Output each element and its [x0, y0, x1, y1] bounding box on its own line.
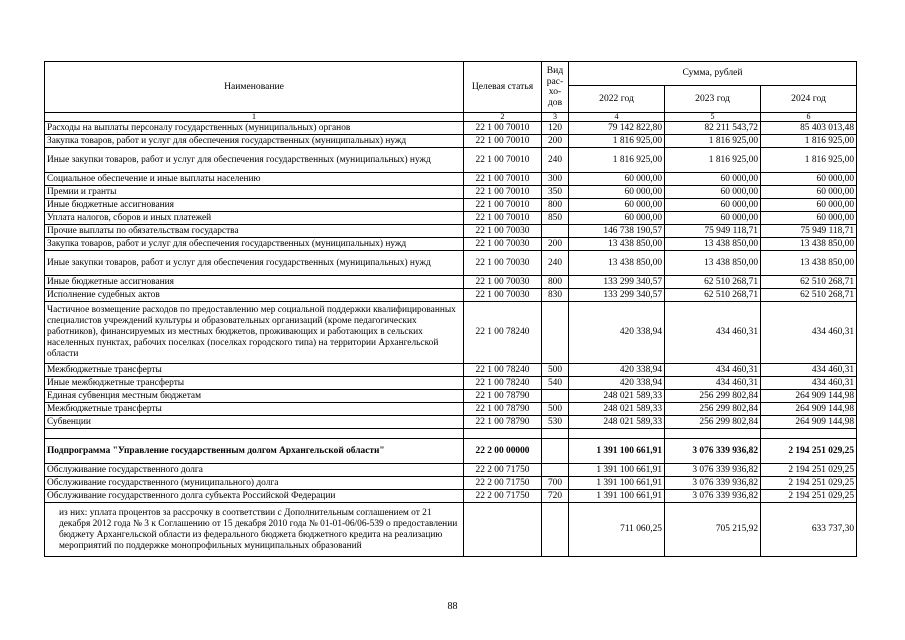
- amount-2024: 62 510 268,71: [761, 276, 857, 289]
- amount-2024: 62 510 268,71: [761, 289, 857, 302]
- amount-2022: 79 142 822,80: [569, 122, 665, 135]
- amount-2023: 1 816 925,00: [665, 135, 761, 148]
- amount-2023: 60 000,00: [665, 173, 761, 186]
- amount-2023: 256 299 802,84: [665, 416, 761, 429]
- budget-table: [44, 61, 857, 557]
- table-row: [45, 364, 857, 377]
- expense-type: [542, 225, 569, 238]
- table-row: [45, 464, 857, 477]
- target-article: 22 1 00 70030: [464, 225, 542, 238]
- target-article: 22 1 00 78240: [464, 377, 542, 390]
- amount-2023: 434 460,31: [665, 364, 761, 377]
- header-target-article: Целевая статья: [464, 62, 542, 113]
- target-article: 22 2 00 00000: [464, 439, 542, 464]
- amount-2022: 60 000,00: [569, 212, 665, 225]
- amount-2024: 1 816 925,00: [761, 135, 857, 148]
- expense-type: 800: [542, 199, 569, 212]
- amount-2022: 1 391 100 661,91: [569, 490, 665, 503]
- amount-2023: 3 076 339 936,82: [665, 439, 761, 464]
- column-number: 4: [569, 113, 665, 122]
- amount-2023: 75 949 118,71: [665, 225, 761, 238]
- amount-2022: 1 391 100 661,91: [569, 464, 665, 477]
- row-name: Иные межбюджетные трансферты: [45, 377, 464, 390]
- header-year-2022: 2022 год: [569, 86, 665, 113]
- expense-type: 200: [542, 238, 569, 251]
- table-row: [45, 477, 857, 490]
- amount-2023: 82 211 543,72: [665, 122, 761, 135]
- table-row: [45, 416, 857, 429]
- expense-type: 530: [542, 416, 569, 429]
- expense-type: 830: [542, 289, 569, 302]
- amount-2023: 1 816 925,00: [665, 148, 761, 173]
- amount-2023: 13 438 850,00: [665, 238, 761, 251]
- column-number: 1: [45, 113, 464, 122]
- row-name: из них: уплата процентов за рассрочку в соответствии с Дополнительным соглашением от 21 декабря 2012 года № 3 к Соглашению от 15 декабря 2010 года № 01-01-06/06-539 о предоставлении бюджету Архангельской области из федерального бюджета бюджетного кредита на реализацию мероприятий по поддержке монопрофильных муниципальных образований: [45, 503, 464, 557]
- amount-2023: 705 215,92: [665, 503, 761, 557]
- table-row: [45, 439, 857, 464]
- table-row: [45, 251, 857, 276]
- expense-type: 350: [542, 186, 569, 199]
- target-article: 22 1 00 78790: [464, 403, 542, 416]
- table-row: [45, 212, 857, 225]
- amount-2024: 434 460,31: [761, 302, 857, 364]
- target-article: 22 1 00 70010: [464, 173, 542, 186]
- row-name: Премии и гранты: [45, 186, 464, 199]
- table-row: [45, 135, 857, 148]
- row-name: Уплата налогов, сборов и иных платежей: [45, 212, 464, 225]
- table-row: [45, 289, 857, 302]
- row-name: Иные закупки товаров, работ и услуг для обеспечения государственных (муниципальных) нужд: [45, 251, 464, 276]
- expense-type: 500: [542, 364, 569, 377]
- row-name: Прочие выплаты по обязательствам государства: [45, 225, 464, 238]
- amount-2024: 60 000,00: [761, 173, 857, 186]
- amount-2024: 60 000,00: [761, 199, 857, 212]
- table-row: [45, 503, 857, 557]
- row-name: Исполнение судебных актов: [45, 289, 464, 302]
- amount-2022: 248 021 589,33: [569, 390, 665, 403]
- amount-2023: 60 000,00: [665, 199, 761, 212]
- table-row: [45, 490, 857, 503]
- amount-2024: [761, 429, 857, 439]
- table-row: [45, 403, 857, 416]
- amount-2023: 13 438 850,00: [665, 251, 761, 276]
- amount-2024: 633 737,30: [761, 503, 857, 557]
- table-row: [45, 390, 857, 403]
- column-number: 3: [542, 113, 569, 122]
- table-row: [45, 122, 857, 135]
- target-article: 22 1 00 70030: [464, 238, 542, 251]
- amount-2022: 711 060,25: [569, 503, 665, 557]
- row-name: Обслуживание государственного (муниципального) долга: [45, 477, 464, 490]
- row-name: Частичное возмещение расходов по предоставлению мер социальной поддержки квалифицированных специалистов учреждений культуры и образовательных организаций (кроме педагогических работников), финансируемых из местных бюджетов, проживающих и работающих в сельских населенных пунктах, рабочих поселках (поселках городского типа) на территории Архангельской области: [45, 302, 464, 364]
- row-name: Обслуживание государственного долга: [45, 464, 464, 477]
- amount-2024: 264 909 144,98: [761, 403, 857, 416]
- amount-2024: 13 438 850,00: [761, 238, 857, 251]
- amount-2022: 133 299 340,57: [569, 289, 665, 302]
- row-name: Межбюджетные трансферты: [45, 364, 464, 377]
- amount-2022: 60 000,00: [569, 173, 665, 186]
- table-row: [45, 225, 857, 238]
- amount-2024: 1 816 925,00: [761, 148, 857, 173]
- expense-type: 500: [542, 403, 569, 416]
- table-body: [45, 122, 857, 557]
- target-article: 22 1 00 70010: [464, 122, 542, 135]
- amount-2022: 248 021 589,33: [569, 416, 665, 429]
- amount-2023: 62 510 268,71: [665, 276, 761, 289]
- amount-2024: 75 949 118,71: [761, 225, 857, 238]
- expense-type: [542, 390, 569, 403]
- row-name: [45, 429, 464, 439]
- target-article: 22 1 00 78790: [464, 416, 542, 429]
- amount-2023: 3 076 339 936,82: [665, 464, 761, 477]
- expense-type: 800: [542, 276, 569, 289]
- amount-2022: 133 299 340,57: [569, 276, 665, 289]
- expense-type: [542, 429, 569, 439]
- row-name: Подпрограмма "Управление государственным долгом Архангельской области": [45, 439, 464, 464]
- table-row: [45, 429, 857, 439]
- amount-2024: 434 460,31: [761, 377, 857, 390]
- amount-2024: 264 909 144,98: [761, 390, 857, 403]
- header-sum: Сумма, рублей: [569, 62, 857, 86]
- amount-2023: 3 076 339 936,82: [665, 490, 761, 503]
- header-name: Наименование: [45, 62, 464, 113]
- amount-2022: 1 391 100 661,91: [569, 439, 665, 464]
- amount-2024: 2 194 251 029,25: [761, 477, 857, 490]
- amount-2022: 420 338,94: [569, 377, 665, 390]
- amount-2023: 256 299 802,84: [665, 390, 761, 403]
- table-row: [45, 302, 857, 364]
- page-number: 88: [447, 601, 458, 612]
- expense-type: 850: [542, 212, 569, 225]
- column-number: 5: [665, 113, 761, 122]
- row-name: Закупка товаров, работ и услуг для обеспечения государственных (муниципальных) нужд: [45, 135, 464, 148]
- amount-2022: 420 338,94: [569, 364, 665, 377]
- amount-2023: 60 000,00: [665, 212, 761, 225]
- table-row: [45, 377, 857, 390]
- amount-2024: 85 403 013,48: [761, 122, 857, 135]
- row-name: Иные закупки товаров, работ и услуг для обеспечения государственных (муниципальных) нужд: [45, 148, 464, 173]
- table-row: [45, 238, 857, 251]
- target-article: 22 1 00 78240: [464, 364, 542, 377]
- target-article: 22 2 00 71750: [464, 490, 542, 503]
- amount-2023: 60 000,00: [665, 186, 761, 199]
- row-name: Иные бюджетные ассигнования: [45, 276, 464, 289]
- amount-2024: 2 194 251 029,25: [761, 439, 857, 464]
- target-article: 22 1 00 78240: [464, 302, 542, 364]
- expense-type: 240: [542, 251, 569, 276]
- amount-2022: 13 438 850,00: [569, 238, 665, 251]
- amount-2022: 60 000,00: [569, 186, 665, 199]
- amount-2022: 1 391 100 661,91: [569, 477, 665, 490]
- expense-type: 540: [542, 377, 569, 390]
- amount-2022: 13 438 850,00: [569, 251, 665, 276]
- column-number: 2: [464, 113, 542, 122]
- amount-2023: 434 460,31: [665, 377, 761, 390]
- target-article: 22 1 00 70010: [464, 212, 542, 225]
- amount-2024: 2 194 251 029,25: [761, 464, 857, 477]
- target-article: 22 1 00 70030: [464, 251, 542, 276]
- expense-type: [542, 439, 569, 464]
- amount-2024: 60 000,00: [761, 212, 857, 225]
- expense-type: 240: [542, 148, 569, 173]
- table-row: [45, 276, 857, 289]
- target-article: 22 1 00 70010: [464, 135, 542, 148]
- target-article: 22 1 00 70030: [464, 289, 542, 302]
- expense-type: 700: [542, 477, 569, 490]
- row-name: Единая субвенция местным бюджетам: [45, 390, 464, 403]
- amount-2024: 264 909 144,98: [761, 416, 857, 429]
- target-article: 22 2 00 71750: [464, 477, 542, 490]
- expense-type: [542, 464, 569, 477]
- row-name: Субвенции: [45, 416, 464, 429]
- target-article: 22 1 00 70010: [464, 199, 542, 212]
- row-name: Социальное обеспечение и иные выплаты населению: [45, 173, 464, 186]
- amount-2022: 1 816 925,00: [569, 148, 665, 173]
- column-number: 6: [761, 113, 857, 122]
- target-article: 22 2 00 71750: [464, 464, 542, 477]
- amount-2023: [665, 429, 761, 439]
- header-expense-type: Вид рас- хо- дов: [542, 62, 569, 113]
- amount-2023: 62 510 268,71: [665, 289, 761, 302]
- row-name: Закупка товаров, работ и услуг для обеспечения государственных (муниципальных) нужд: [45, 238, 464, 251]
- row-name: Обслуживание государственного долга субъекта Российской Федерации: [45, 490, 464, 503]
- target-article: [464, 503, 542, 557]
- header-year-2024: 2024 год: [761, 86, 857, 113]
- amount-2024: 60 000,00: [761, 186, 857, 199]
- expense-type: 720: [542, 490, 569, 503]
- amount-2022: 248 021 589,33: [569, 403, 665, 416]
- expense-type: [542, 302, 569, 364]
- table-row: [45, 148, 857, 173]
- target-article: 22 1 00 70010: [464, 148, 542, 173]
- table-row: [45, 199, 857, 212]
- amount-2023: 256 299 802,84: [665, 403, 761, 416]
- expense-type: 300: [542, 173, 569, 186]
- row-name: Межбюджетные трансферты: [45, 403, 464, 416]
- target-article: 22 1 00 70010: [464, 186, 542, 199]
- amount-2024: 434 460,31: [761, 364, 857, 377]
- header-year-2023: 2023 год: [665, 86, 761, 113]
- expense-type: [542, 503, 569, 557]
- amount-2022: 420 338,94: [569, 302, 665, 364]
- target-article: 22 1 00 78790: [464, 390, 542, 403]
- target-article: [464, 429, 542, 439]
- row-name: Расходы на выплаты персоналу государственных (муниципальных) органов: [45, 122, 464, 135]
- amount-2024: 13 438 850,00: [761, 251, 857, 276]
- amount-2022: 1 816 925,00: [569, 135, 665, 148]
- target-article: 22 1 00 70030: [464, 276, 542, 289]
- amount-2022: 146 738 190,57: [569, 225, 665, 238]
- expense-type: 120: [542, 122, 569, 135]
- table-row: [45, 186, 857, 199]
- row-name: Иные бюджетные ассигнования: [45, 199, 464, 212]
- amount-2023: 434 460,31: [665, 302, 761, 364]
- expense-type: 200: [542, 135, 569, 148]
- amount-2024: 2 194 251 029,25: [761, 490, 857, 503]
- amount-2023: 3 076 339 936,82: [665, 477, 761, 490]
- table-row: [45, 173, 857, 186]
- amount-2022: 60 000,00: [569, 199, 665, 212]
- column-number-row: [45, 113, 857, 122]
- amount-2022: [569, 429, 665, 439]
